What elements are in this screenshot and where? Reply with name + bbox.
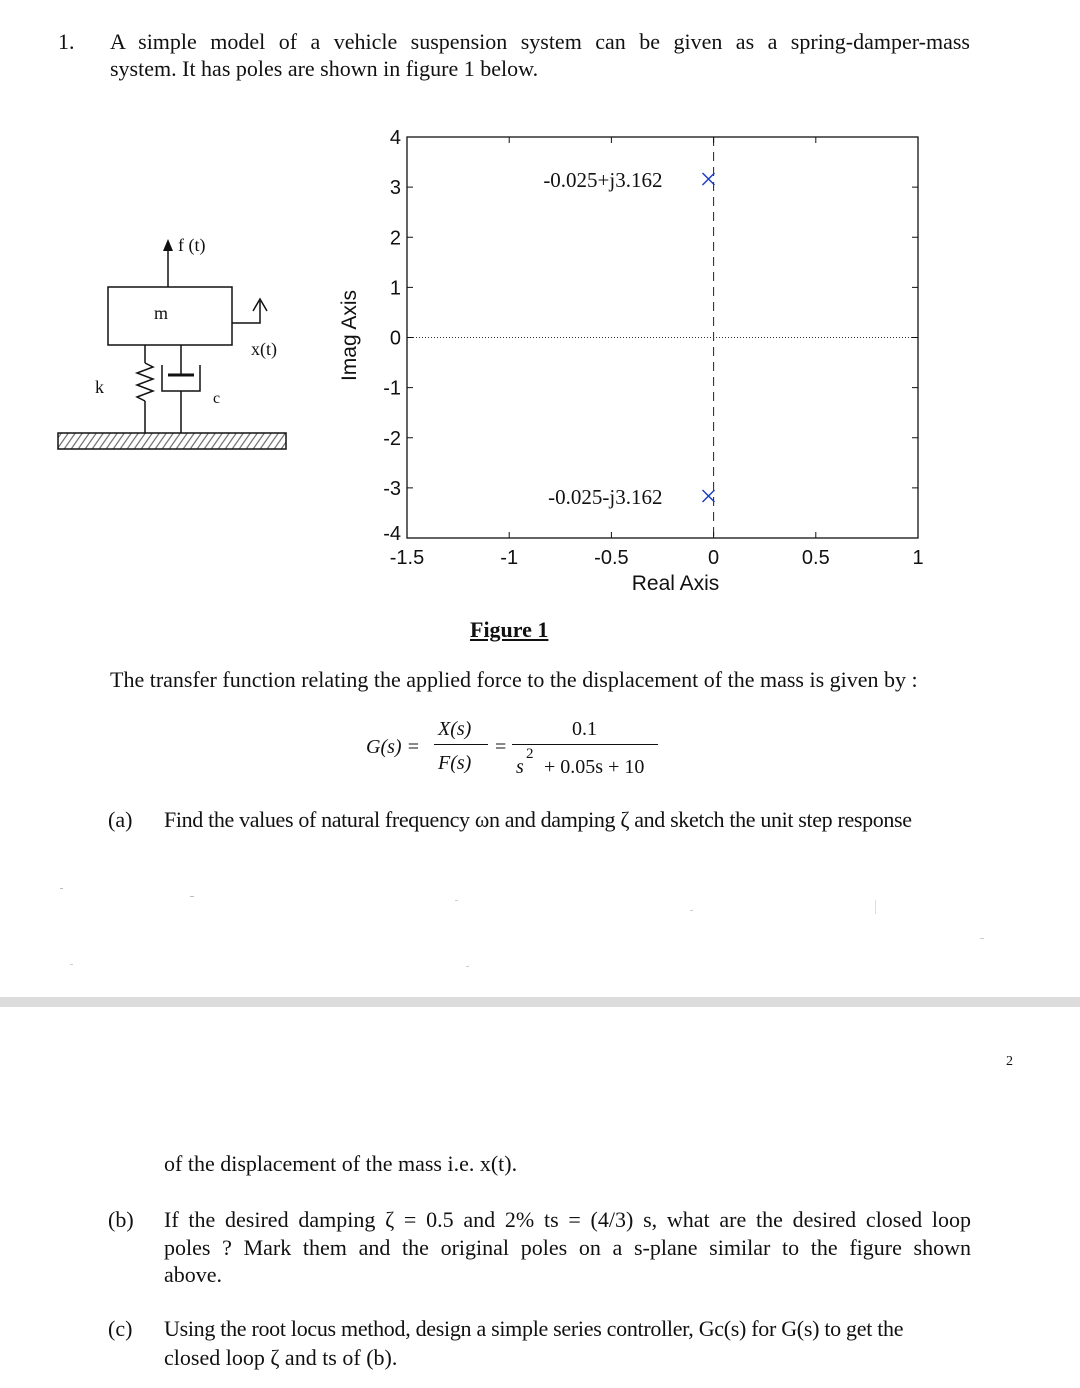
x-tick-label: -0.5 [594, 547, 629, 569]
part-b-line3: above. [164, 1262, 223, 1287]
eq-num2: 0.1 [572, 718, 597, 740]
displacement-label: x(t) [251, 339, 277, 359]
force-label: f (t) [178, 235, 206, 255]
y-tick-label: 0 [389, 327, 401, 350]
figure-caption: Figure 1 [470, 617, 549, 642]
y-tick-label: 3 [389, 177, 401, 200]
scan-noise-area [0, 880, 1080, 970]
pole-label: -0.025+j3.162 [543, 168, 663, 193]
pole-zero-plot [0, 0, 1080, 620]
eq-num1: X(s) [438, 718, 472, 740]
fraction-bar-1 [434, 744, 488, 745]
transfer-function-equation [366, 714, 666, 784]
eq-den1: F(s) [438, 752, 472, 774]
fraction-bar-2 [512, 744, 658, 745]
question-number: 1. [58, 29, 75, 54]
part-b-label: (b) [108, 1207, 134, 1232]
y-tick-label: 1 [389, 277, 401, 300]
part-c-label: (c) [108, 1316, 133, 1341]
y-tick-label: -3 [383, 477, 401, 500]
question-text-line1: A simple model of a vehicle suspension system can be given as a spring-damper-mass [110, 29, 970, 54]
part-c-line1: Using the root locus method, design a simple series controller, Gc(s) for G(s) to get the [164, 1316, 904, 1341]
y-axis-label: Imag Axis [338, 289, 361, 382]
eq-den2-rest: + 0.05s + 10 [544, 756, 645, 778]
y-tick-label: -4 [383, 523, 401, 545]
eq-den2-exp: 2 [526, 746, 534, 762]
question-text-line2: system. It has poles are shown in figure 1 below. [110, 56, 539, 81]
y-tick-label: -1 [383, 377, 401, 400]
tf-intro: The transfer function relating the applied force to the displacement of the mass is given by : [110, 667, 918, 692]
x-tick-label: -1.5 [389, 547, 425, 569]
x-tick-label: 1 [912, 547, 924, 569]
eq-lhs: G(s) = [366, 736, 421, 758]
part-a-text: Find the values of natural frequency ωn and damping ζ and sketch the unit step response [164, 807, 912, 832]
x-axis-label: Real Axis [631, 572, 720, 595]
y-tick-label: -2 [383, 427, 401, 450]
x-tick-label: -1 [500, 547, 519, 569]
eq-equals: = [495, 736, 507, 758]
x-tick-label: 0.5 [801, 547, 830, 569]
eq-den2-base: s [516, 756, 524, 778]
y-tick-label: 4 [389, 127, 401, 149]
y-tick-label: 2 [389, 227, 401, 250]
pole-label: -0.025-j3.162 [548, 484, 663, 509]
part-c-line2: closed loop ζ and ts of (b). [164, 1345, 398, 1370]
x-tick-label: 0 [708, 547, 720, 569]
part-a-label: (a) [108, 807, 133, 832]
page-number: 2 [1006, 1054, 1013, 1069]
mass-label: m [154, 303, 169, 323]
part-b-line1: If the desired damping ζ = 0.5 and 2% ts = (4/3) s, what are the desired closed loop [164, 1207, 971, 1232]
spring-label: k [95, 377, 104, 397]
part-a-continuation: of the displacement of the mass i.e. x(t). [164, 1151, 518, 1176]
page-break-band [0, 997, 1080, 1007]
damper-label: c [213, 390, 221, 407]
part-b-line2: poles ? Mark them and the original poles on a s-plane similar to the figure shown [164, 1235, 971, 1260]
